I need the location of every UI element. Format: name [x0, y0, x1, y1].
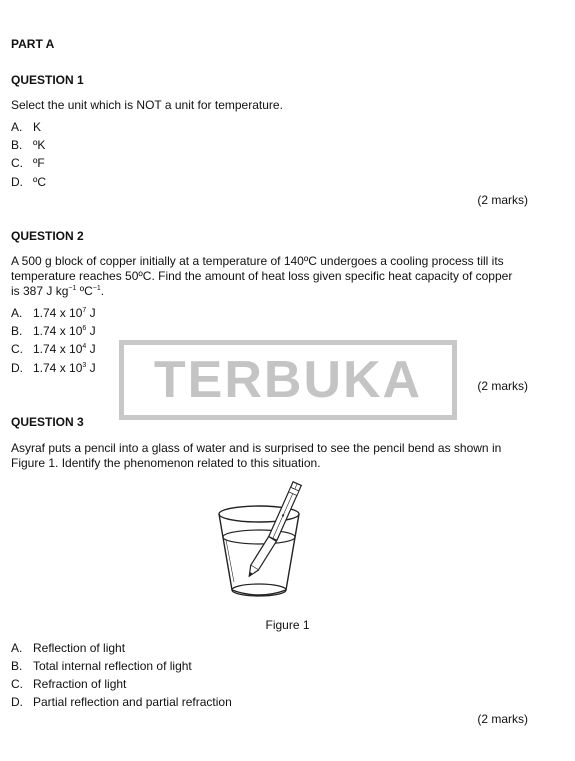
q3-option-d: D. Partial reflection and partial refraction — [11, 695, 232, 709]
question-2-heading: QUESTION 2 — [11, 229, 84, 243]
q2-option-c: C. 1.74 x $10^4$ J — [11, 342, 96, 356]
svg-text:∎: ∎ — [280, 512, 286, 520]
q2-marks: (2 marks) — [477, 379, 528, 393]
q1-option-d: D. ºC — [11, 175, 47, 189]
q1-marks: (2 marks) — [477, 193, 528, 207]
figure-caption: Figure 1 — [265, 618, 310, 632]
question-3-text-line-2: Figure 1. Identify the phenomenon related to this situation. — [11, 456, 321, 470]
terbuka-stamp — [119, 340, 457, 420]
question-3-text-line-1: Asyraf puts a pencil into a glass of water and is surprised to see the pencil bend as shown in — [11, 441, 502, 455]
question-2-text-line-1: A 500 g block of copper initially at a temperature of 140ºC undergoes a cooling process till its — [11, 254, 504, 268]
q3-marks: (2 marks) — [477, 712, 528, 726]
q3-option-a: A. Reflection of light — [11, 641, 126, 655]
q2-option-b: B. 1.74 x $10^6$ J — [11, 324, 96, 338]
q2-option-a: A. 1.74 x $10^7$ J — [11, 306, 96, 320]
figure-pencil-in-glass — [210, 478, 320, 606]
question-2-text-line-2: temperature reaches 50ºC. Find the amount of heat loss given specific heat capacity of copper — [11, 269, 513, 283]
question-1-text: Select the unit which is NOT a unit for temperature. — [11, 98, 283, 112]
q1-option-c: C. ºF — [11, 156, 45, 170]
part-title: PART A — [11, 37, 55, 51]
question-1-heading: QUESTION 1 — [11, 73, 84, 87]
q1-option-a: A. K — [11, 120, 42, 134]
question-2-text-line-3: is 387 J $kg^{-1}$ ºC$^{-1}$. — [11, 284, 105, 298]
q2-option-d: D. 1.74 x $10^3$ J — [11, 361, 96, 375]
q1-option-b: B. ºK — [11, 138, 46, 152]
stamp-text: TERBUKA — [153, 351, 423, 409]
question-3-heading: QUESTION 3 — [11, 415, 84, 429]
q3-option-c: C. Refraction of light — [11, 677, 127, 691]
glass-pencil-illustration — [210, 478, 320, 603]
q3-option-b: B. Total internal reflection of light — [11, 659, 192, 673]
